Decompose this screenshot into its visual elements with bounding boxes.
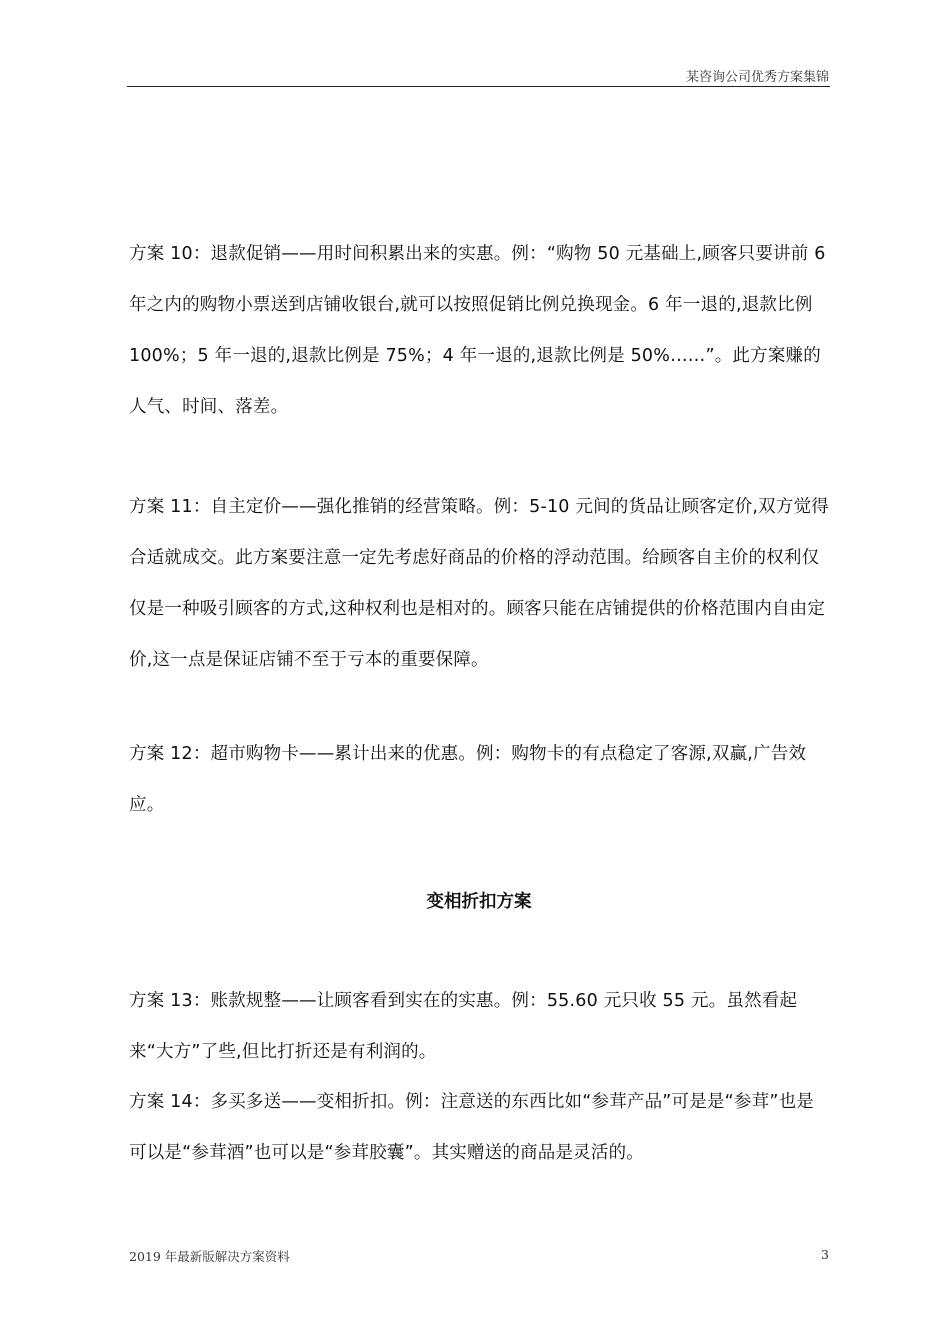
paragraph-plan-10: 方案 10：退款促销——用时间积累出来的实惠。例：“购物 50 元基础上,顾客只要讲前 6 年之内的购物小票送到店铺收银台,就可以按照促销比例兑换现金。6 年一退的,退款比例 100%；5 年一退的,退款比例是 75%；4 年一退的,退款比例是 50%……”。此方案赚的人气、时间、落差。: [129, 244, 826, 417]
paragraph-plan-14: 方案 14：多买多送——变相折扣。例：注意送的东西比如“参茸产品”可是是“参茸”也是可以是“参茸酒”也可以是“参茸胶囊”。其实赠送的商品是灵活的。: [129, 1092, 814, 1163]
page-header-title: 某咨询公司优秀方案集锦: [685, 70, 829, 85]
paragraph-plan-13: 方案 13：账款规整——让顾客看到实在的实惠。例：55.60 元只收 55 元。虽然看起来“大方”了些,但比打折还是有利润的。: [129, 991, 798, 1062]
paragraph-plan-12: 方案 12：超市购物卡——累计出来的优惠。例：购物卡的有点稳定了客源,双赢,广告效应。: [129, 744, 807, 815]
paragraph-plan-11: 方案 11：自主定价——强化推销的经营策略。例：5-10 元间的货品让顾客定价,双方觉得合适就成交。此方案要注意一定先考虑好商品的价格的浮动范围。给顾客自主价的权利仅仅是一种吸引顾客的方式,这种权利也是相对的。顾客只能在店铺提供的价格范围内自由定价,这一点是保证店铺不至于亏本的重要保障。: [129, 497, 829, 670]
page-number: 3: [821, 1247, 829, 1262]
page-footer-text: 2019 年最新版解决方案资料: [129, 1249, 290, 1264]
section-heading: 变相折扣方案: [426, 892, 532, 912]
header-divider: [127, 86, 830, 87]
